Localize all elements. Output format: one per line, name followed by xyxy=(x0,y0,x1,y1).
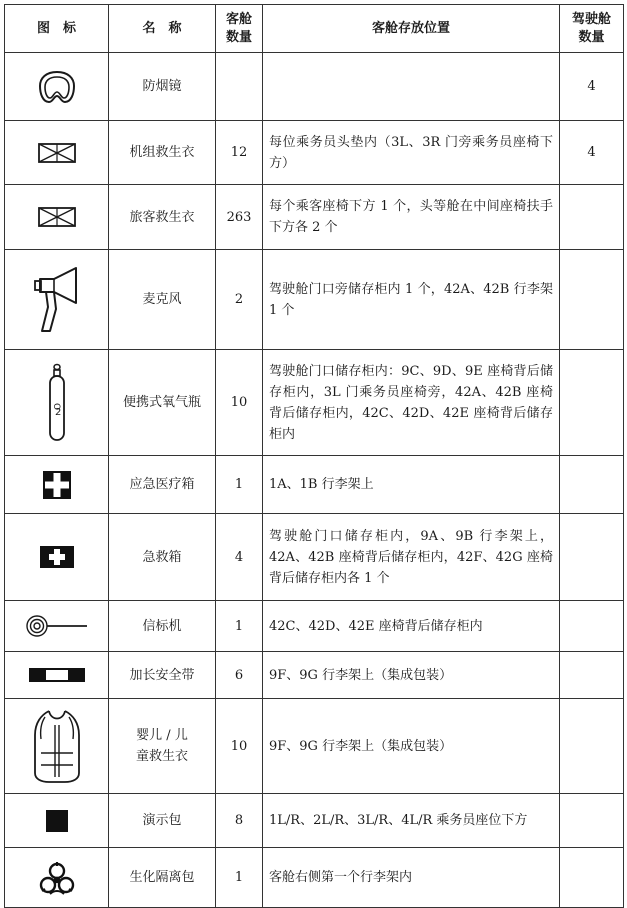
cockpit-qty-cell xyxy=(560,794,624,848)
header-row xyxy=(5,5,624,53)
extension-belt-icon xyxy=(28,667,86,683)
cabin-qty-cell: 1 xyxy=(216,456,263,514)
table-row xyxy=(5,794,624,848)
biohazard-kit-icon xyxy=(38,860,76,896)
location-cell: 每个乘客座椅下方 1 个，头等舱在中间座椅扶手下方各 2 个 xyxy=(263,185,560,250)
cockpit-qty-cell xyxy=(560,848,624,908)
header-cockpit-qty: 驾驶舱数量 xyxy=(560,5,624,53)
svg-text:O: O xyxy=(50,402,61,410)
table-row xyxy=(5,652,624,699)
medical-kit-icon xyxy=(42,470,72,500)
megaphone-icon xyxy=(32,265,82,335)
location-cell: 1L/R、2L/R、3L/R、4L/R 乘务员座位下方 xyxy=(263,794,560,848)
location-cell: 9F、9G 行李架上（集成包装） xyxy=(263,652,560,699)
icon-cell xyxy=(5,794,109,848)
cockpit-qty-cell: 4 xyxy=(560,53,624,121)
icon-cell xyxy=(5,699,109,794)
location-cell: 客舱右侧第一个行李架内 xyxy=(263,848,560,908)
oxygen-bottle-icon xyxy=(45,363,69,443)
icon-cell xyxy=(5,652,109,699)
header-cabin-location: 客舱存放位置 xyxy=(263,5,560,53)
location-cell: 1A、1B 行李架上 xyxy=(263,456,560,514)
name-cell: 应急医疗箱 xyxy=(109,456,216,514)
table-row xyxy=(5,53,624,121)
cockpit-qty-cell xyxy=(560,350,624,456)
name-cell: 加长安全带 xyxy=(109,652,216,699)
location-cell xyxy=(263,53,560,121)
svg-text:2: 2 xyxy=(54,406,61,418)
beacon-icon xyxy=(25,614,89,638)
cabin-qty-cell: 1 xyxy=(216,601,263,652)
table-row xyxy=(5,250,624,350)
cockpit-qty-cell xyxy=(560,185,624,250)
name-cell: 生化隔离包 xyxy=(109,848,216,908)
location-cell: 9F、9G 行李架上（集成包装） xyxy=(263,699,560,794)
cockpit-qty-cell xyxy=(560,652,624,699)
location-cell: 每位乘务员头垫内（3L、3R 门旁乘务员座椅下方） xyxy=(263,121,560,185)
cockpit-qty-cell xyxy=(560,514,624,601)
location-cell: 驾驶舱门口旁储存柜内 1 个，42A、42B 行李架 1 个 xyxy=(263,250,560,350)
header-icon: 图 标 xyxy=(5,5,109,53)
name-text: 婴儿 / 儿童救生衣 xyxy=(135,728,188,764)
name-cell: 便携式氧气瓶 xyxy=(109,350,216,456)
demo-kit-icon xyxy=(45,809,69,833)
table-row xyxy=(5,601,624,652)
cockpit-qty-cell: 4 xyxy=(560,121,624,185)
icon-cell xyxy=(5,185,109,250)
table-row xyxy=(5,350,624,456)
name-cell: 演示包 xyxy=(109,794,216,848)
cabin-qty-cell: 6 xyxy=(216,652,263,699)
cabin-qty-cell xyxy=(216,53,263,121)
location-cell: 驾驶舱门口储存柜内，9A、9B 行李架上，42A、42B 座椅背后储存柜内，42F、42G 座椅背后储存柜内各 1 个 xyxy=(263,514,560,601)
equipment-table xyxy=(4,4,624,908)
icon-cell xyxy=(5,53,109,121)
cabin-qty-cell: 4 xyxy=(216,514,263,601)
icon-cell xyxy=(5,250,109,350)
name-cell: 麦克风 xyxy=(109,250,216,350)
table-row xyxy=(5,185,624,250)
cockpit-qty-cell xyxy=(560,456,624,514)
cabin-qty-cell: 2 xyxy=(216,250,263,350)
table-row xyxy=(5,848,624,908)
icon-cell xyxy=(5,848,109,908)
smoke-goggles-icon xyxy=(37,69,77,105)
icon-cell xyxy=(5,456,109,514)
cockpit-qty-cell xyxy=(560,601,624,652)
table-row xyxy=(5,699,624,794)
cabin-qty-cell: 12 xyxy=(216,121,263,185)
name-cell: 信标机 xyxy=(109,601,216,652)
name-cell: 防烟镜 xyxy=(109,53,216,121)
cockpit-qty-cell xyxy=(560,699,624,794)
cabin-qty-cell: 10 xyxy=(216,699,263,794)
icon-cell xyxy=(5,514,109,601)
header-cabin-qty: 客舱数量 xyxy=(216,5,263,53)
cockpit-qty-cell xyxy=(560,250,624,350)
cabin-qty-cell: 263 xyxy=(216,185,263,250)
cabin-qty-cell: 1 xyxy=(216,848,263,908)
table-row xyxy=(5,456,624,514)
icon-cell xyxy=(5,121,109,185)
first-aid-kit-icon xyxy=(39,545,75,569)
name-cell: 急救箱 xyxy=(109,514,216,601)
cabin-qty-cell: 8 xyxy=(216,794,263,848)
name-cell: 旅客救生衣 xyxy=(109,185,216,250)
table-row xyxy=(5,514,624,601)
infant-life-vest-icon xyxy=(31,707,83,785)
location-cell: 驾驶舱门口储存柜内：9C、9D、9E 座椅背后储存柜内，3L 门乘务员座椅旁，42A、42B 座椅背后储存柜内，42C、42D、42E 座椅背后储存柜内 xyxy=(263,350,560,456)
icon-cell xyxy=(5,350,109,456)
header-name: 名 称 xyxy=(109,5,216,53)
cabin-qty-cell: 10 xyxy=(216,350,263,456)
table-row xyxy=(5,121,624,185)
crew-life-vest-icon xyxy=(38,143,76,163)
name-cell xyxy=(109,699,216,794)
passenger-life-vest-icon xyxy=(38,207,76,227)
location-cell: 42C、42D、42E 座椅背后储存柜内 xyxy=(263,601,560,652)
icon-cell xyxy=(5,601,109,652)
name-cell: 机组救生衣 xyxy=(109,121,216,185)
